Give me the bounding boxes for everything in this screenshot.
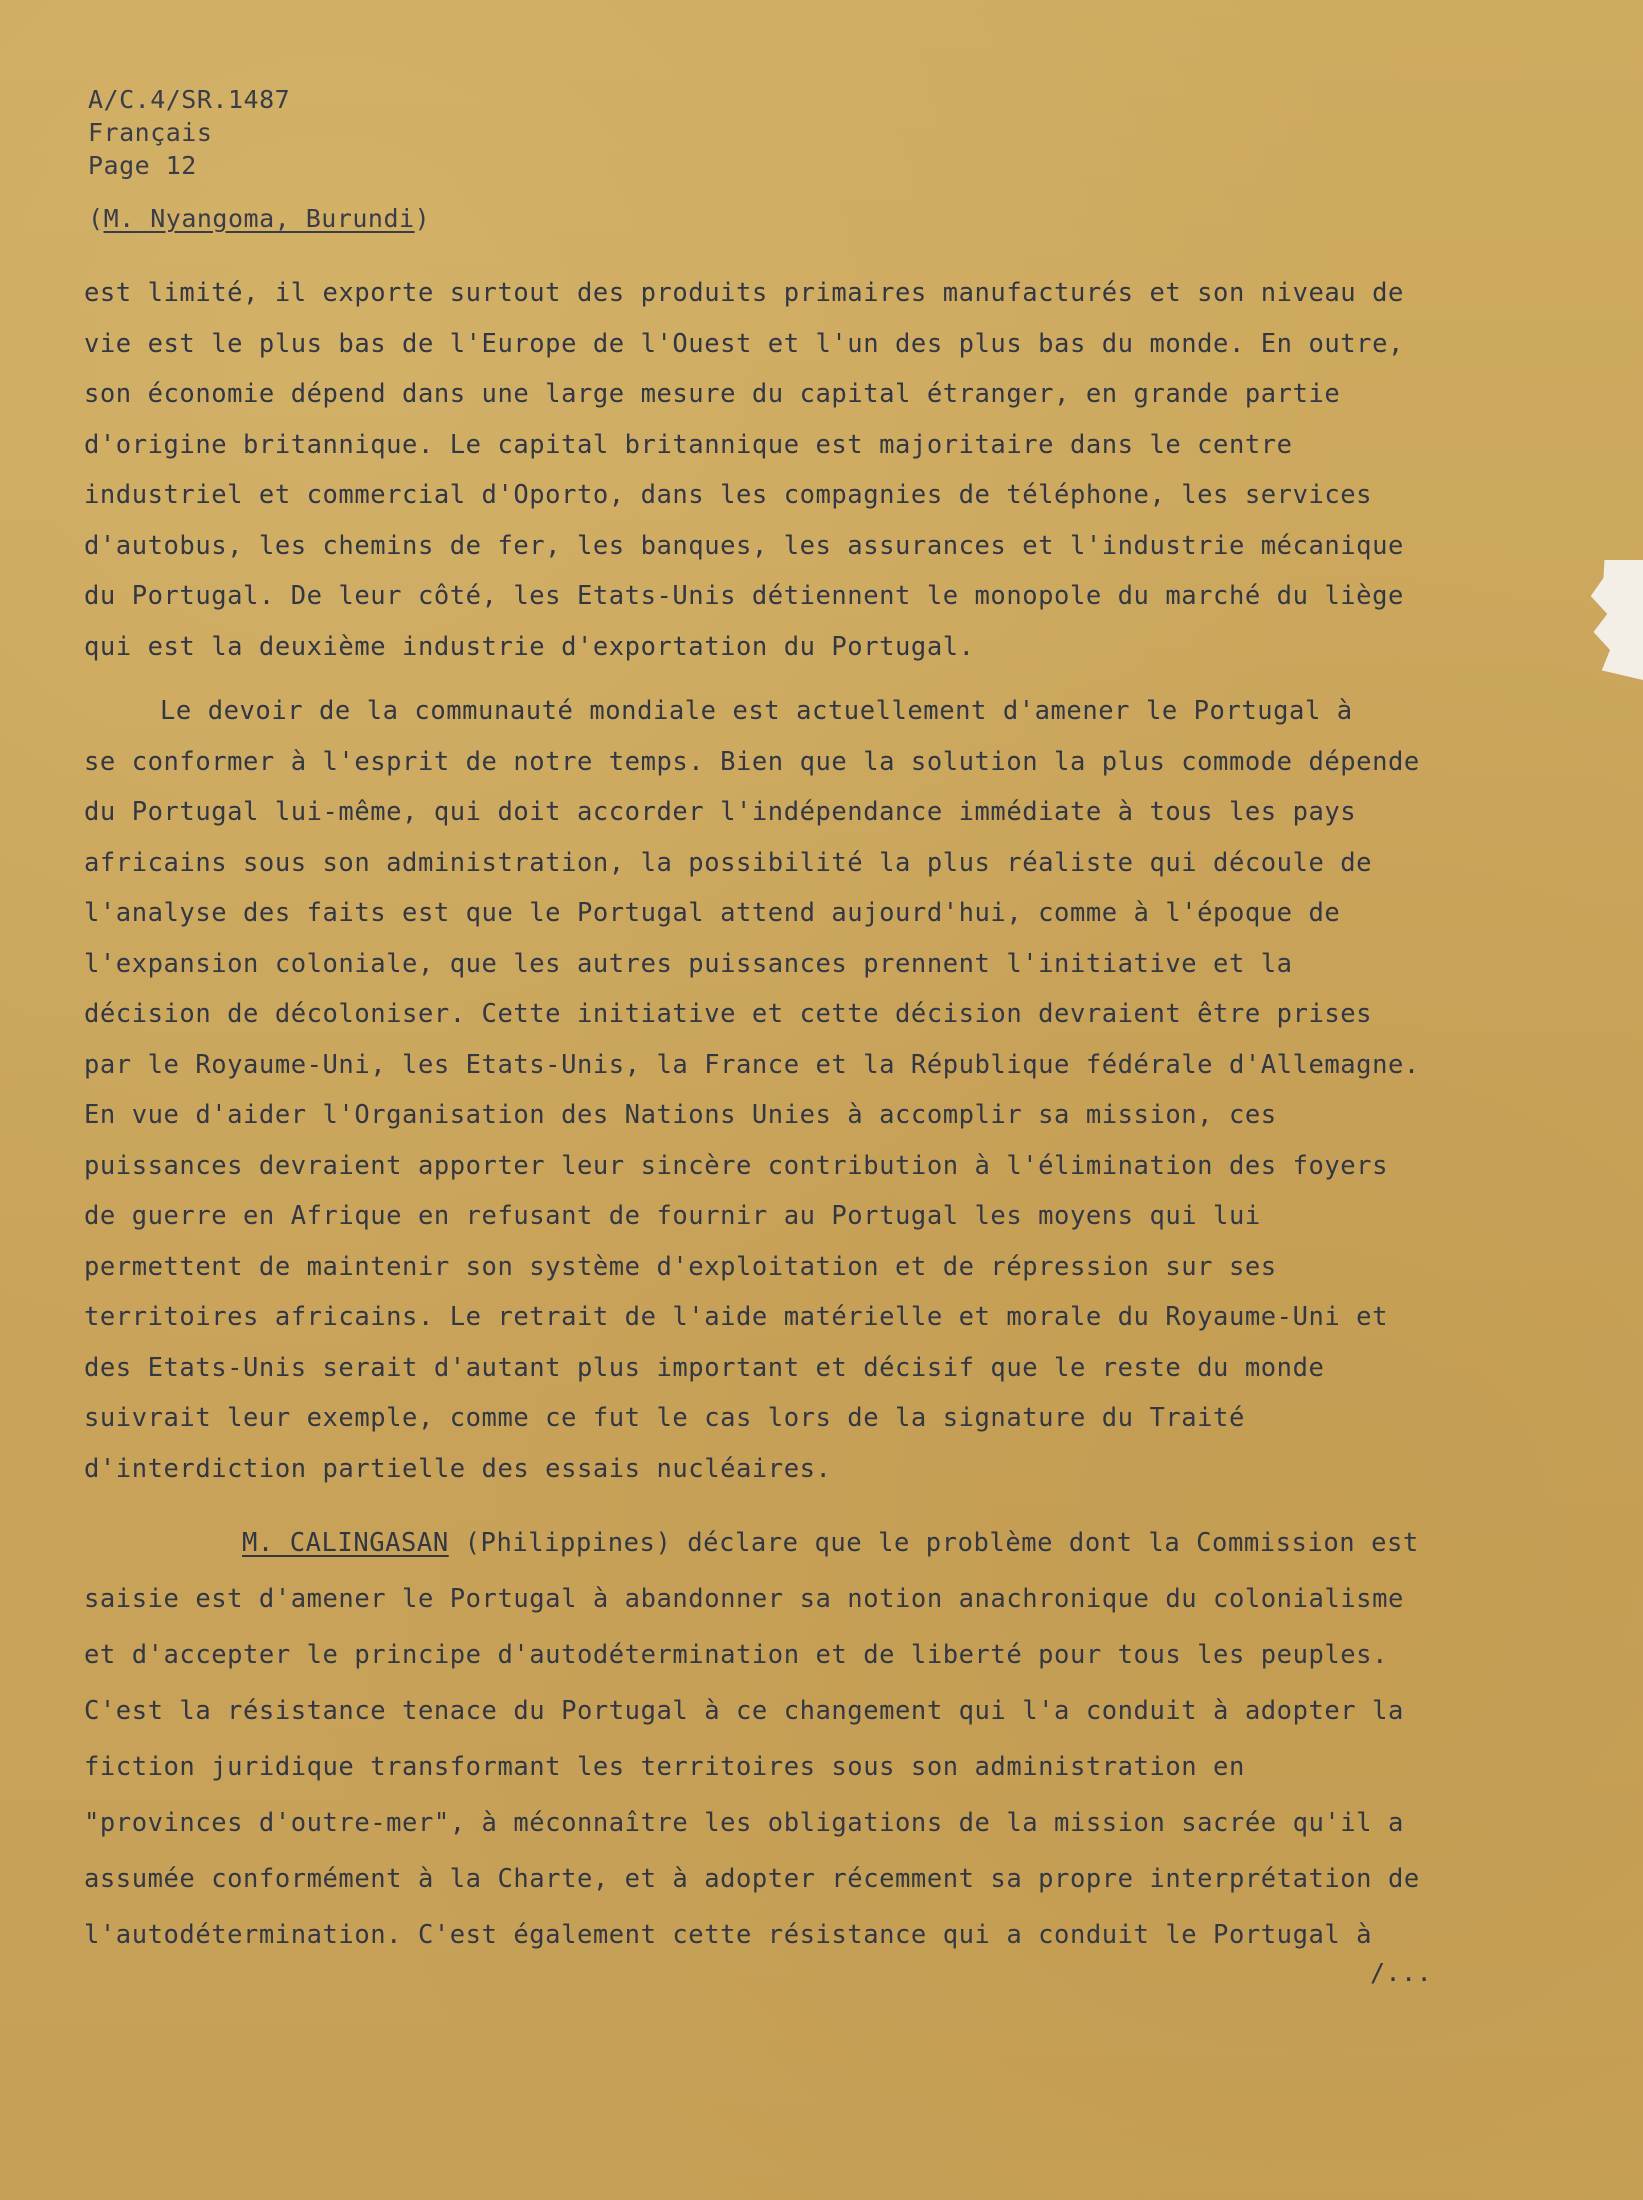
text-line: par le Royaume-Uni, les Etats-Unis, la France et la République fédérale d'Allemagne.	[84, 1049, 1420, 1080]
text-line: assumée conformément à la Charte, et à adopter récemment sa propre interprétation de	[84, 1864, 1420, 1894]
text-line: vie est le plus bas de l'Europe de l'Ouest et l'un des plus bas du monde. En outre,	[84, 328, 1404, 359]
text-line: d'interdiction partielle des essais nucléaires.	[84, 1453, 832, 1484]
text-line: fiction juridique transformant les territoires sous son administration en	[84, 1752, 1245, 1782]
text-line: saisie est d'amener le Portugal à abandonner sa notion anachronique du colonialisme	[84, 1584, 1404, 1614]
text-line: africains sous son administration, la possibilité la plus réaliste qui découle de	[84, 847, 1373, 878]
text-line: C'est la résistance tenace du Portugal à ce changement qui l'a conduit à adopter la	[84, 1696, 1404, 1726]
text-line	[84, 1515, 1504, 1571]
text-line: se conformer à l'esprit de notre temps. Bien que la solution la plus commode dépende	[84, 746, 1420, 777]
text-line: En vue d'aider l'Organisation des Nations Unies à accomplir sa mission, ces	[84, 1100, 1277, 1130]
text-line: l'expansion coloniale, que les autres puissances prennent l'initiative et la	[84, 948, 1293, 979]
text-line: puissances devraient apporter leur sincère contribution à l'élimination des foyers	[84, 1150, 1388, 1181]
paragraph-1	[84, 268, 1504, 672]
text-line: du Portugal. De leur côté, les Etats-Unis détiennent le monopole du marché du liège	[84, 581, 1404, 611]
page-number: Page 12	[88, 151, 197, 180]
document-language: Français	[88, 118, 213, 147]
paragraph-2	[84, 686, 1504, 1494]
document-symbol: A/C.4/SR.1487	[88, 85, 291, 114]
text-line: "provinces d'outre-mer", à méconnaître les obligations de la mission sacrée qu'il a	[84, 1808, 1404, 1838]
text-line: d'origine britannique. Le capital britannique est majoritaire dans le centre	[84, 429, 1293, 460]
text-line: des Etats-Unis serait d'autant plus important et décisif que le reste du monde	[84, 1352, 1325, 1383]
continuation-mark: /...	[1370, 1958, 1433, 1987]
text-line: décision de décoloniser. Cette initiative et cette décision devraient être prises	[84, 999, 1373, 1029]
text-line: et d'accepter le principe d'autodétermination et de liberté pour tous les peuples.	[84, 1640, 1388, 1670]
text-line: l'autodétermination. C'est également cette résistance qui a conduit le Portugal à	[84, 1920, 1373, 1950]
text-line: l'analyse des faits est que le Portugal attend aujourd'hui, comme à l'époque de	[84, 898, 1341, 928]
continued-speaker-name: M. Nyangoma, Burundi	[103, 204, 415, 233]
text-line: du Portugal lui-même, qui doit accorder l'indépendance immédiate à tous les pays	[84, 797, 1357, 827]
paragraph-3	[84, 1515, 1504, 1963]
continued-speaker-reference	[88, 204, 430, 233]
text-line: Le devoir de la communauté mondiale est actuellement d'amener le Portugal à	[160, 696, 1353, 726]
text-line: de guerre en Afrique en refusant de fournir au Portugal les moyens qui lui	[84, 1201, 1261, 1231]
text-line: permettent de maintenir son système d'exploitation et de répression sur ses	[84, 1251, 1277, 1282]
text-line: qui est la deuxième industrie d'exportation du Portugal.	[84, 631, 975, 662]
text-line: industriel et commercial d'Oporto, dans les compagnies de téléphone, les services	[84, 480, 1373, 510]
document-header	[88, 83, 290, 182]
text-line: est limité, il exporte surtout des produits primaires manufacturés et son niveau de	[84, 278, 1404, 308]
text-line: son économie dépend dans une large mesure du capital étranger, en grande partie	[84, 379, 1341, 409]
speaker-intro: (Philippines) déclare que le problème dont la Commission est	[448, 1528, 1419, 1558]
text-line: territoires africains. Le retrait de l'aide matérielle et morale du Royaume-Uni et	[84, 1302, 1388, 1332]
text-line: d'autobus, les chemins de fer, les banques, les assurances et l'industrie mécanique	[84, 530, 1404, 561]
torn-edge	[1588, 560, 1643, 680]
speaker-name: M. CALINGASAN	[242, 1528, 449, 1558]
text-line: suivrait leur exemple, comme ce fut le cas lors de la signature du Traité	[84, 1403, 1245, 1433]
speaker-ref-close: )	[414, 204, 431, 233]
speaker-ref-open: (	[88, 204, 104, 233]
